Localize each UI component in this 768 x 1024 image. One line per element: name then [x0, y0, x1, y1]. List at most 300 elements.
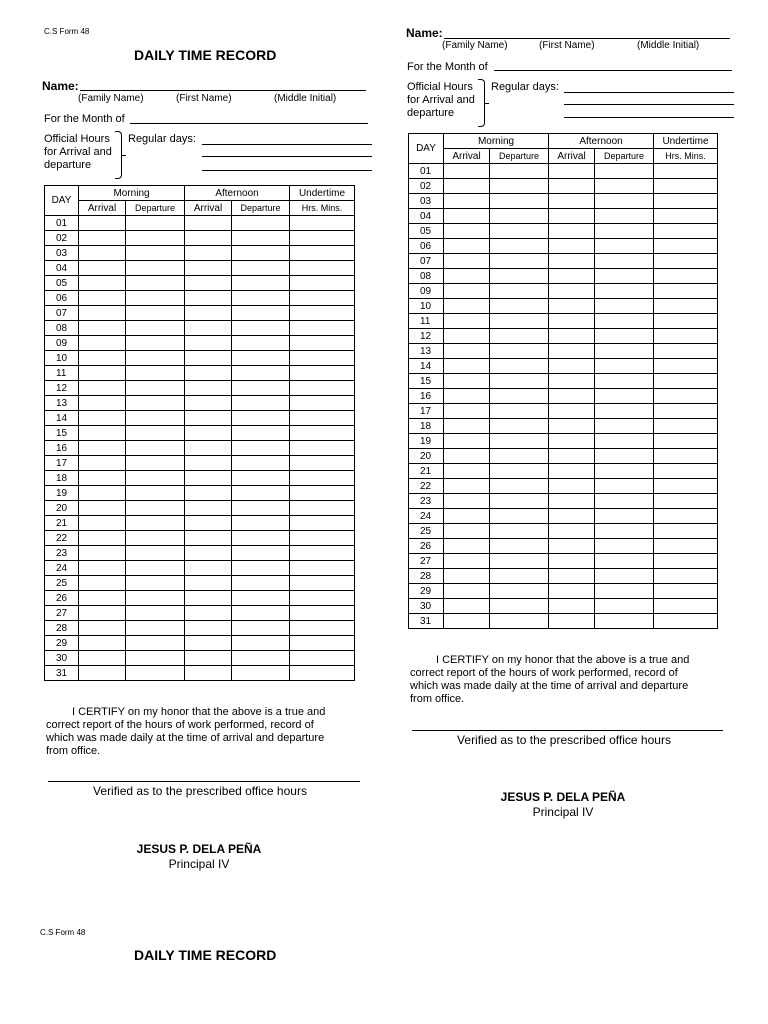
pm-departure-cell[interactable] — [595, 164, 654, 179]
am-arrival-cell[interactable] — [79, 291, 126, 306]
am-departure-cell[interactable] — [126, 291, 185, 306]
am-departure-cell[interactable] — [490, 479, 549, 494]
am-arrival-cell[interactable] — [444, 374, 490, 389]
am-departure-cell[interactable] — [126, 561, 185, 576]
am-departure-cell[interactable] — [490, 329, 549, 344]
pm-departure-cell[interactable] — [232, 651, 290, 666]
pm-departure-cell[interactable] — [595, 224, 654, 239]
am-arrival-cell[interactable] — [444, 419, 490, 434]
undertime-cell[interactable] — [290, 576, 355, 591]
pm-departure-cell[interactable] — [595, 614, 654, 629]
pm-departure-cell[interactable] — [232, 276, 290, 291]
pm-arrival-cell[interactable] — [185, 381, 232, 396]
am-arrival-cell[interactable] — [79, 411, 126, 426]
regular-days-field-3[interactable] — [202, 170, 372, 171]
pm-departure-cell[interactable] — [595, 359, 654, 374]
am-departure-cell[interactable] — [126, 396, 185, 411]
pm-arrival-cell[interactable] — [185, 246, 232, 261]
undertime-cell[interactable] — [654, 524, 718, 539]
undertime-cell[interactable] — [654, 179, 718, 194]
pm-departure-cell[interactable] — [232, 546, 290, 561]
undertime-cell[interactable] — [290, 231, 355, 246]
pm-arrival-cell[interactable] — [549, 464, 595, 479]
am-arrival-cell[interactable] — [444, 509, 490, 524]
undertime-cell[interactable] — [654, 314, 718, 329]
pm-arrival-cell[interactable] — [549, 554, 595, 569]
am-departure-cell[interactable] — [490, 194, 549, 209]
undertime-cell[interactable] — [290, 411, 355, 426]
regular-days-field-1[interactable] — [202, 144, 372, 145]
pm-arrival-cell[interactable] — [549, 269, 595, 284]
undertime-cell[interactable] — [654, 554, 718, 569]
am-arrival-cell[interactable] — [79, 381, 126, 396]
pm-departure-cell[interactable] — [232, 621, 290, 636]
am-arrival-cell[interactable] — [79, 231, 126, 246]
undertime-cell[interactable] — [290, 396, 355, 411]
pm-arrival-cell[interactable] — [549, 209, 595, 224]
pm-departure-cell[interactable] — [595, 194, 654, 209]
pm-departure-cell[interactable] — [595, 509, 654, 524]
pm-departure-cell[interactable] — [232, 351, 290, 366]
am-arrival-cell[interactable] — [79, 636, 126, 651]
pm-departure-cell[interactable] — [232, 261, 290, 276]
am-arrival-cell[interactable] — [444, 329, 490, 344]
am-arrival-cell[interactable] — [444, 164, 490, 179]
pm-arrival-cell[interactable] — [549, 344, 595, 359]
pm-departure-cell[interactable] — [595, 599, 654, 614]
pm-arrival-cell[interactable] — [549, 314, 595, 329]
pm-departure-cell[interactable] — [232, 411, 290, 426]
pm-arrival-cell[interactable] — [185, 546, 232, 561]
am-departure-cell[interactable] — [126, 381, 185, 396]
undertime-cell[interactable] — [290, 666, 355, 681]
am-arrival-cell[interactable] — [79, 651, 126, 666]
month-field[interactable] — [494, 70, 732, 71]
undertime-cell[interactable] — [290, 366, 355, 381]
pm-arrival-cell[interactable] — [549, 254, 595, 269]
pm-arrival-cell[interactable] — [185, 336, 232, 351]
pm-departure-cell[interactable] — [232, 306, 290, 321]
pm-departure-cell[interactable] — [232, 381, 290, 396]
month-field[interactable] — [130, 123, 368, 124]
am-departure-cell[interactable] — [126, 216, 185, 231]
am-departure-cell[interactable] — [126, 441, 185, 456]
pm-departure-cell[interactable] — [232, 501, 290, 516]
am-arrival-cell[interactable] — [79, 246, 126, 261]
pm-departure-cell[interactable] — [595, 449, 654, 464]
am-departure-cell[interactable] — [490, 464, 549, 479]
am-departure-cell[interactable] — [126, 336, 185, 351]
undertime-cell[interactable] — [290, 531, 355, 546]
am-departure-cell[interactable] — [126, 366, 185, 381]
pm-arrival-cell[interactable] — [185, 621, 232, 636]
pm-departure-cell[interactable] — [595, 254, 654, 269]
pm-departure-cell[interactable] — [595, 539, 654, 554]
undertime-cell[interactable] — [654, 374, 718, 389]
undertime-cell[interactable] — [290, 591, 355, 606]
undertime-cell[interactable] — [654, 509, 718, 524]
am-departure-cell[interactable] — [490, 344, 549, 359]
pm-arrival-cell[interactable] — [185, 516, 232, 531]
pm-arrival-cell[interactable] — [185, 441, 232, 456]
pm-departure-cell[interactable] — [595, 269, 654, 284]
am-arrival-cell[interactable] — [444, 449, 490, 464]
am-departure-cell[interactable] — [126, 606, 185, 621]
undertime-cell[interactable] — [290, 216, 355, 231]
am-departure-cell[interactable] — [126, 531, 185, 546]
pm-arrival-cell[interactable] — [185, 366, 232, 381]
undertime-cell[interactable] — [654, 479, 718, 494]
am-departure-cell[interactable] — [490, 614, 549, 629]
am-departure-cell[interactable] — [490, 359, 549, 374]
am-arrival-cell[interactable] — [79, 486, 126, 501]
am-departure-cell[interactable] — [126, 591, 185, 606]
pm-arrival-cell[interactable] — [549, 599, 595, 614]
am-departure-cell[interactable] — [126, 411, 185, 426]
am-departure-cell[interactable] — [490, 389, 549, 404]
am-arrival-cell[interactable] — [444, 254, 490, 269]
undertime-cell[interactable] — [290, 276, 355, 291]
pm-arrival-cell[interactable] — [185, 306, 232, 321]
am-departure-cell[interactable] — [126, 306, 185, 321]
am-departure-cell[interactable] — [490, 209, 549, 224]
pm-arrival-cell[interactable] — [549, 614, 595, 629]
undertime-cell[interactable] — [290, 321, 355, 336]
pm-departure-cell[interactable] — [232, 591, 290, 606]
am-departure-cell[interactable] — [490, 449, 549, 464]
am-departure-cell[interactable] — [490, 599, 549, 614]
pm-arrival-cell[interactable] — [549, 494, 595, 509]
verifier-signature-line[interactable] — [412, 730, 723, 731]
pm-arrival-cell[interactable] — [549, 479, 595, 494]
am-arrival-cell[interactable] — [444, 359, 490, 374]
am-arrival-cell[interactable] — [79, 456, 126, 471]
pm-arrival-cell[interactable] — [185, 666, 232, 681]
undertime-cell[interactable] — [290, 561, 355, 576]
am-departure-cell[interactable] — [490, 239, 549, 254]
am-arrival-cell[interactable] — [444, 269, 490, 284]
am-departure-cell[interactable] — [490, 314, 549, 329]
undertime-cell[interactable] — [290, 651, 355, 666]
pm-arrival-cell[interactable] — [549, 419, 595, 434]
am-departure-cell[interactable] — [126, 276, 185, 291]
am-arrival-cell[interactable] — [444, 434, 490, 449]
pm-arrival-cell[interactable] — [549, 224, 595, 239]
name-field[interactable] — [80, 90, 366, 91]
am-arrival-cell[interactable] — [444, 464, 490, 479]
pm-departure-cell[interactable] — [595, 374, 654, 389]
pm-arrival-cell[interactable] — [185, 396, 232, 411]
pm-departure-cell[interactable] — [232, 456, 290, 471]
am-departure-cell[interactable] — [490, 509, 549, 524]
pm-departure-cell[interactable] — [595, 404, 654, 419]
pm-arrival-cell[interactable] — [549, 449, 595, 464]
pm-departure-cell[interactable] — [595, 554, 654, 569]
pm-departure-cell[interactable] — [232, 216, 290, 231]
pm-arrival-cell[interactable] — [185, 561, 232, 576]
am-arrival-cell[interactable] — [79, 261, 126, 276]
am-arrival-cell[interactable] — [444, 539, 490, 554]
pm-departure-cell[interactable] — [595, 239, 654, 254]
pm-arrival-cell[interactable] — [549, 539, 595, 554]
am-departure-cell[interactable] — [490, 299, 549, 314]
am-departure-cell[interactable] — [126, 666, 185, 681]
undertime-cell[interactable] — [654, 569, 718, 584]
am-arrival-cell[interactable] — [79, 321, 126, 336]
am-departure-cell[interactable] — [490, 374, 549, 389]
pm-departure-cell[interactable] — [232, 516, 290, 531]
pm-arrival-cell[interactable] — [549, 194, 595, 209]
am-arrival-cell[interactable] — [79, 351, 126, 366]
undertime-cell[interactable] — [290, 306, 355, 321]
pm-departure-cell[interactable] — [232, 486, 290, 501]
am-departure-cell[interactable] — [490, 554, 549, 569]
pm-departure-cell[interactable] — [595, 179, 654, 194]
am-departure-cell[interactable] — [126, 636, 185, 651]
pm-arrival-cell[interactable] — [549, 179, 595, 194]
pm-departure-cell[interactable] — [232, 636, 290, 651]
am-departure-cell[interactable] — [126, 351, 185, 366]
undertime-cell[interactable] — [654, 389, 718, 404]
pm-departure-cell[interactable] — [595, 434, 654, 449]
regular-days-field-3[interactable] — [564, 117, 734, 118]
pm-departure-cell[interactable] — [595, 284, 654, 299]
am-departure-cell[interactable] — [490, 539, 549, 554]
pm-departure-cell[interactable] — [232, 246, 290, 261]
am-arrival-cell[interactable] — [79, 426, 126, 441]
am-arrival-cell[interactable] — [79, 441, 126, 456]
am-departure-cell[interactable] — [126, 321, 185, 336]
pm-departure-cell[interactable] — [595, 524, 654, 539]
pm-arrival-cell[interactable] — [549, 374, 595, 389]
am-departure-cell[interactable] — [490, 269, 549, 284]
am-departure-cell[interactable] — [490, 179, 549, 194]
pm-departure-cell[interactable] — [595, 389, 654, 404]
am-arrival-cell[interactable] — [79, 471, 126, 486]
am-arrival-cell[interactable] — [444, 479, 490, 494]
verifier-signature-line[interactable] — [48, 781, 360, 782]
pm-departure-cell[interactable] — [232, 666, 290, 681]
pm-departure-cell[interactable] — [232, 366, 290, 381]
pm-departure-cell[interactable] — [595, 344, 654, 359]
am-arrival-cell[interactable] — [79, 591, 126, 606]
pm-arrival-cell[interactable] — [185, 321, 232, 336]
pm-departure-cell[interactable] — [232, 471, 290, 486]
am-arrival-cell[interactable] — [79, 546, 126, 561]
undertime-cell[interactable] — [654, 344, 718, 359]
regular-days-field-2[interactable] — [202, 156, 372, 157]
pm-departure-cell[interactable] — [232, 531, 290, 546]
pm-arrival-cell[interactable] — [549, 284, 595, 299]
am-departure-cell[interactable] — [126, 246, 185, 261]
am-departure-cell[interactable] — [490, 434, 549, 449]
undertime-cell[interactable] — [290, 621, 355, 636]
pm-arrival-cell[interactable] — [185, 471, 232, 486]
am-arrival-cell[interactable] — [444, 614, 490, 629]
am-departure-cell[interactable] — [490, 524, 549, 539]
pm-arrival-cell[interactable] — [549, 164, 595, 179]
undertime-cell[interactable] — [654, 419, 718, 434]
undertime-cell[interactable] — [654, 224, 718, 239]
undertime-cell[interactable] — [654, 614, 718, 629]
pm-departure-cell[interactable] — [232, 426, 290, 441]
am-arrival-cell[interactable] — [444, 554, 490, 569]
pm-arrival-cell[interactable] — [549, 359, 595, 374]
undertime-cell[interactable] — [654, 164, 718, 179]
am-departure-cell[interactable] — [126, 426, 185, 441]
pm-arrival-cell[interactable] — [185, 636, 232, 651]
pm-departure-cell[interactable] — [232, 441, 290, 456]
pm-departure-cell[interactable] — [232, 561, 290, 576]
undertime-cell[interactable] — [654, 434, 718, 449]
pm-departure-cell[interactable] — [232, 396, 290, 411]
pm-arrival-cell[interactable] — [549, 524, 595, 539]
pm-arrival-cell[interactable] — [549, 434, 595, 449]
pm-departure-cell[interactable] — [595, 479, 654, 494]
undertime-cell[interactable] — [654, 254, 718, 269]
am-arrival-cell[interactable] — [79, 621, 126, 636]
pm-arrival-cell[interactable] — [185, 291, 232, 306]
undertime-cell[interactable] — [290, 291, 355, 306]
undertime-cell[interactable] — [654, 359, 718, 374]
pm-arrival-cell[interactable] — [185, 261, 232, 276]
undertime-cell[interactable] — [654, 239, 718, 254]
am-arrival-cell[interactable] — [444, 494, 490, 509]
undertime-cell[interactable] — [290, 351, 355, 366]
undertime-cell[interactable] — [290, 336, 355, 351]
undertime-cell[interactable] — [290, 516, 355, 531]
undertime-cell[interactable] — [290, 486, 355, 501]
am-departure-cell[interactable] — [490, 284, 549, 299]
pm-departure-cell[interactable] — [595, 209, 654, 224]
undertime-cell[interactable] — [290, 426, 355, 441]
pm-arrival-cell[interactable] — [549, 584, 595, 599]
undertime-cell[interactable] — [290, 546, 355, 561]
am-departure-cell[interactable] — [126, 651, 185, 666]
pm-arrival-cell[interactable] — [185, 576, 232, 591]
pm-arrival-cell[interactable] — [549, 404, 595, 419]
am-departure-cell[interactable] — [490, 254, 549, 269]
pm-arrival-cell[interactable] — [185, 456, 232, 471]
am-arrival-cell[interactable] — [444, 209, 490, 224]
pm-departure-cell[interactable] — [232, 576, 290, 591]
pm-arrival-cell[interactable] — [185, 216, 232, 231]
pm-departure-cell[interactable] — [232, 231, 290, 246]
am-departure-cell[interactable] — [126, 621, 185, 636]
am-departure-cell[interactable] — [126, 231, 185, 246]
pm-departure-cell[interactable] — [595, 584, 654, 599]
pm-arrival-cell[interactable] — [549, 239, 595, 254]
undertime-cell[interactable] — [654, 539, 718, 554]
am-arrival-cell[interactable] — [444, 584, 490, 599]
am-arrival-cell[interactable] — [444, 239, 490, 254]
pm-arrival-cell[interactable] — [185, 486, 232, 501]
am-departure-cell[interactable] — [126, 471, 185, 486]
undertime-cell[interactable] — [654, 284, 718, 299]
am-arrival-cell[interactable] — [444, 299, 490, 314]
undertime-cell[interactable] — [654, 299, 718, 314]
am-arrival-cell[interactable] — [79, 366, 126, 381]
am-departure-cell[interactable] — [490, 569, 549, 584]
undertime-cell[interactable] — [654, 599, 718, 614]
undertime-cell[interactable] — [290, 471, 355, 486]
am-arrival-cell[interactable] — [79, 516, 126, 531]
am-arrival-cell[interactable] — [79, 336, 126, 351]
pm-arrival-cell[interactable] — [185, 606, 232, 621]
undertime-cell[interactable] — [654, 194, 718, 209]
am-departure-cell[interactable] — [490, 494, 549, 509]
regular-days-field-1[interactable] — [564, 92, 734, 93]
am-departure-cell[interactable] — [126, 516, 185, 531]
am-arrival-cell[interactable] — [444, 524, 490, 539]
am-departure-cell[interactable] — [490, 584, 549, 599]
undertime-cell[interactable] — [290, 381, 355, 396]
pm-arrival-cell[interactable] — [185, 231, 232, 246]
pm-arrival-cell[interactable] — [549, 329, 595, 344]
pm-arrival-cell[interactable] — [185, 501, 232, 516]
pm-arrival-cell[interactable] — [185, 426, 232, 441]
am-arrival-cell[interactable] — [79, 306, 126, 321]
undertime-cell[interactable] — [290, 606, 355, 621]
undertime-cell[interactable] — [654, 584, 718, 599]
am-arrival-cell[interactable] — [444, 404, 490, 419]
undertime-cell[interactable] — [290, 441, 355, 456]
pm-arrival-cell[interactable] — [185, 351, 232, 366]
am-departure-cell[interactable] — [126, 261, 185, 276]
am-arrival-cell[interactable] — [79, 576, 126, 591]
pm-departure-cell[interactable] — [595, 494, 654, 509]
am-arrival-cell[interactable] — [79, 666, 126, 681]
pm-departure-cell[interactable] — [595, 329, 654, 344]
am-arrival-cell[interactable] — [79, 396, 126, 411]
pm-departure-cell[interactable] — [232, 291, 290, 306]
am-arrival-cell[interactable] — [444, 179, 490, 194]
undertime-cell[interactable] — [654, 209, 718, 224]
am-departure-cell[interactable] — [490, 224, 549, 239]
am-arrival-cell[interactable] — [79, 531, 126, 546]
am-arrival-cell[interactable] — [444, 314, 490, 329]
am-arrival-cell[interactable] — [444, 194, 490, 209]
pm-departure-cell[interactable] — [232, 336, 290, 351]
undertime-cell[interactable] — [290, 246, 355, 261]
pm-arrival-cell[interactable] — [549, 569, 595, 584]
undertime-cell[interactable] — [654, 404, 718, 419]
am-arrival-cell[interactable] — [444, 344, 490, 359]
pm-arrival-cell[interactable] — [185, 531, 232, 546]
am-departure-cell[interactable] — [126, 486, 185, 501]
am-arrival-cell[interactable] — [444, 389, 490, 404]
am-departure-cell[interactable] — [126, 456, 185, 471]
undertime-cell[interactable] — [654, 449, 718, 464]
pm-departure-cell[interactable] — [232, 606, 290, 621]
undertime-cell[interactable] — [290, 636, 355, 651]
am-arrival-cell[interactable] — [79, 561, 126, 576]
am-arrival-cell[interactable] — [444, 599, 490, 614]
undertime-cell[interactable] — [654, 494, 718, 509]
pm-arrival-cell[interactable] — [185, 651, 232, 666]
am-arrival-cell[interactable] — [444, 569, 490, 584]
am-arrival-cell[interactable] — [79, 216, 126, 231]
undertime-cell[interactable] — [654, 329, 718, 344]
am-departure-cell[interactable] — [490, 404, 549, 419]
pm-arrival-cell[interactable] — [185, 276, 232, 291]
am-arrival-cell[interactable] — [79, 276, 126, 291]
undertime-cell[interactable] — [290, 456, 355, 471]
pm-departure-cell[interactable] — [595, 569, 654, 584]
pm-arrival-cell[interactable] — [549, 389, 595, 404]
pm-departure-cell[interactable] — [595, 464, 654, 479]
am-arrival-cell[interactable] — [79, 501, 126, 516]
